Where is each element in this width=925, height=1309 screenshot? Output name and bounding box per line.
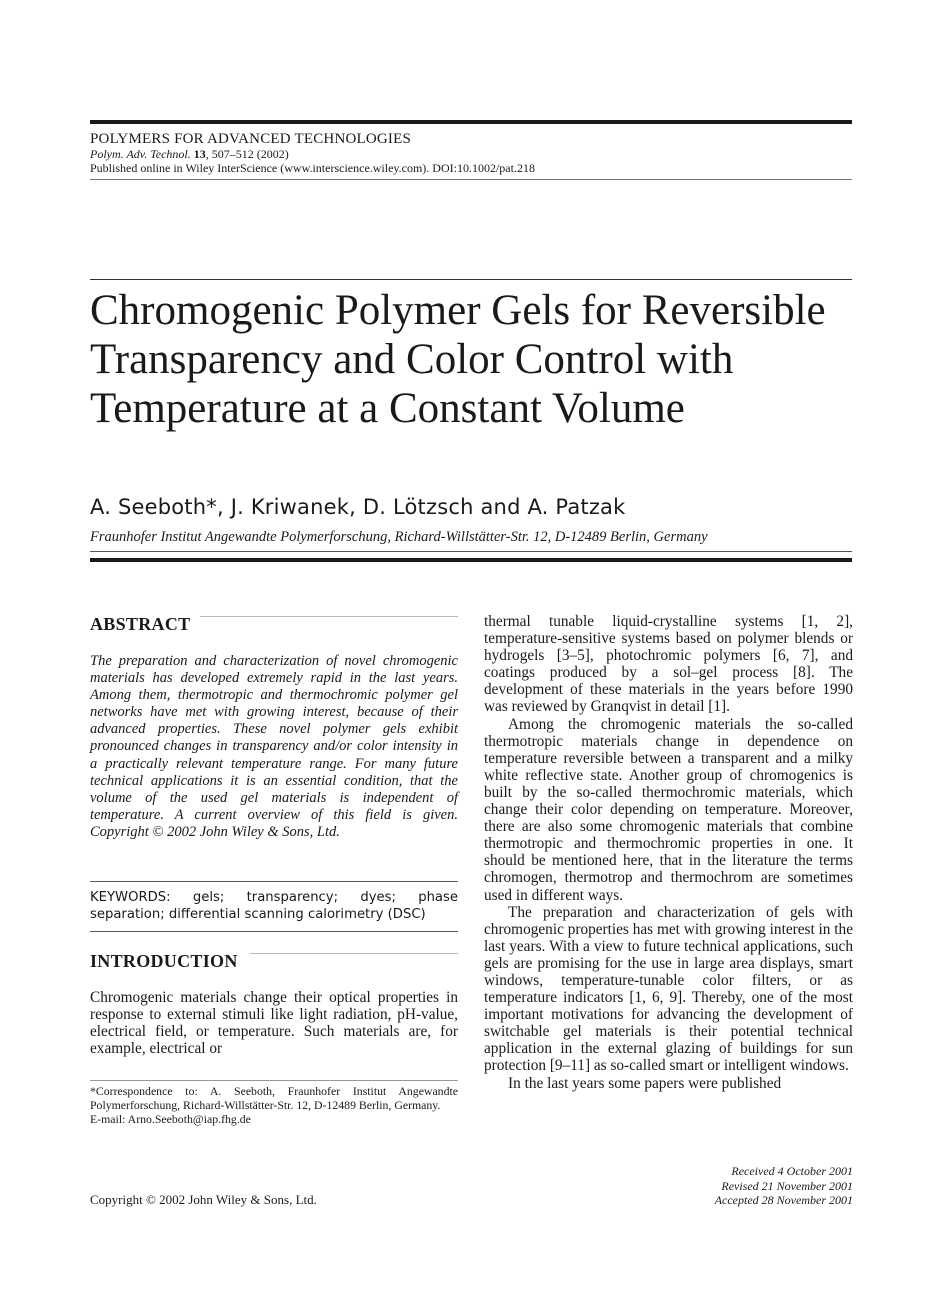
citation-journal: Polym. Adv. Technol.	[90, 147, 191, 161]
publication-info: Published online in Wiley InterScience (www.interscience.wiley.com). DOI:10.1002/pat.218	[90, 161, 535, 175]
abstract-text: The preparation and characterization of novel chromogenic materials has developed extremely rapid in the last years. Among them, thermotropic and thermochromic polymer gel networks have met with growing interest, because of their advanced properties. These novel polymer gels exhibit pronounced changes in transparency and/or color intensity in a practically relevant temperature range. For many future technical applications it is an essential condition, that the volume of the used gel materials is independent of temperature. A current overview of this field is given. Copyright © 2002 John Wiley & Sons, Ltd.	[90, 653, 458, 840]
keywords-bottom-rule	[90, 931, 458, 932]
header-top-rule	[90, 120, 852, 124]
article-dates	[600, 1164, 853, 1208]
correspondence-footnote	[90, 1084, 458, 1127]
right-column-body	[484, 613, 853, 1092]
footnote-email: E-mail: Arno.Seeboth@iap.fhg.de	[90, 1112, 251, 1127]
footnote-correspondence: *Correspondence to: A. Seeboth, Fraunhofer Institut Angewandte Polymerforschung, Richard-Willstätter-Str. 12, D-12489 Berlin, Germany.	[90, 1084, 458, 1113]
date-accepted: Accepted 28 November 2001	[714, 1193, 853, 1207]
paragraph: In the last years some papers were published	[508, 1074, 782, 1092]
footnote-rule	[90, 1080, 458, 1081]
copyright-notice: Copyright © 2002 John Wiley & Sons, Ltd.	[90, 1192, 317, 1207]
citation-volume: 13	[193, 147, 206, 161]
article-authors: A. Seeboth*, J. Kriwanek, D. Lötzsch and A. Patzak	[90, 495, 626, 519]
abstract-heading: ABSTRACT	[90, 614, 191, 634]
date-received: Received 4 October 2001	[731, 1164, 853, 1178]
abstract-heading-rule	[200, 616, 458, 617]
article-title: Chromogenic Polymer Gels for Reversible Transparency and Color Control with Temperature at a Constant Volume	[90, 287, 826, 432]
author-affiliation: Fraunhofer Institut Angewandte Polymerforschung, Richard-Willstätter-Str. 12, D-12489 Berlin, Germany	[90, 529, 708, 545]
introduction-text: Chromogenic materials change their optical properties in response to external stimuli like light radiation, pH-value, electrical field, or temperature. Such materials are, for example, electrical or	[90, 989, 458, 1058]
title-bottom-thin-rule	[90, 551, 852, 552]
journal-name: POLYMERS FOR ADVANCED TECHNOLOGIES	[90, 131, 412, 147]
title-top-rule	[90, 279, 852, 280]
paragraph: Among the chromogenic materials the so-called thermotropic materials change in dependence on temperature reversible between a transparent and a milky white reflective state. Another group of chromogenics is built by the so-called thermochromic materials, which change their color depending on temperature. Moreover, there are also some chromogenic materials that combine thermotropic and thermochromic properties in one. It should be mentioned here, that in the literature the terms chromogen, thermotrop and thermochrom are sometimes used in different ways.	[484, 715, 853, 904]
keywords-top-rule	[90, 881, 458, 882]
introduction-heading-rule	[250, 953, 458, 954]
keywords: KEYWORDS: gels; transparency; dyes; phase separation; differential scanning calorimetry (DSC)	[90, 890, 458, 922]
title-bottom-thick-rule	[90, 558, 852, 562]
date-revised: Revised 21 November 2001	[721, 1178, 853, 1193]
header-bottom-rule	[90, 179, 852, 180]
introduction-heading: INTRODUCTION	[90, 951, 238, 971]
paragraph: thermal tunable liquid-crystalline systems [1, 2], temperature-sensitive systems based on polymer blends or hydrogels [3–5], photochromic polymers [6, 7], and coatings produced by a sol–gel process [8]. The development of these materials in the years before 1990 was reviewed by Granqvist in detail [1].	[484, 613, 853, 716]
paragraph: The preparation and characterization of gels with chromogenic properties has met with growing interest in the last years. With a view to future technical applications, such gels are promising for the use in large area displays, smart windows, temperature-tunable color filters, or as temperature indicators [1, 6, 9]. Thereby, one of the most important motivations for advancing the development of switchable gel materials is their potential technical application in the external glazing of buildings for sun protection [9–11] as so-called smart or intelligent windows.	[484, 903, 853, 1075]
citation-pages: , 507–512 (2002)	[205, 147, 289, 161]
journal-citation	[90, 147, 289, 161]
